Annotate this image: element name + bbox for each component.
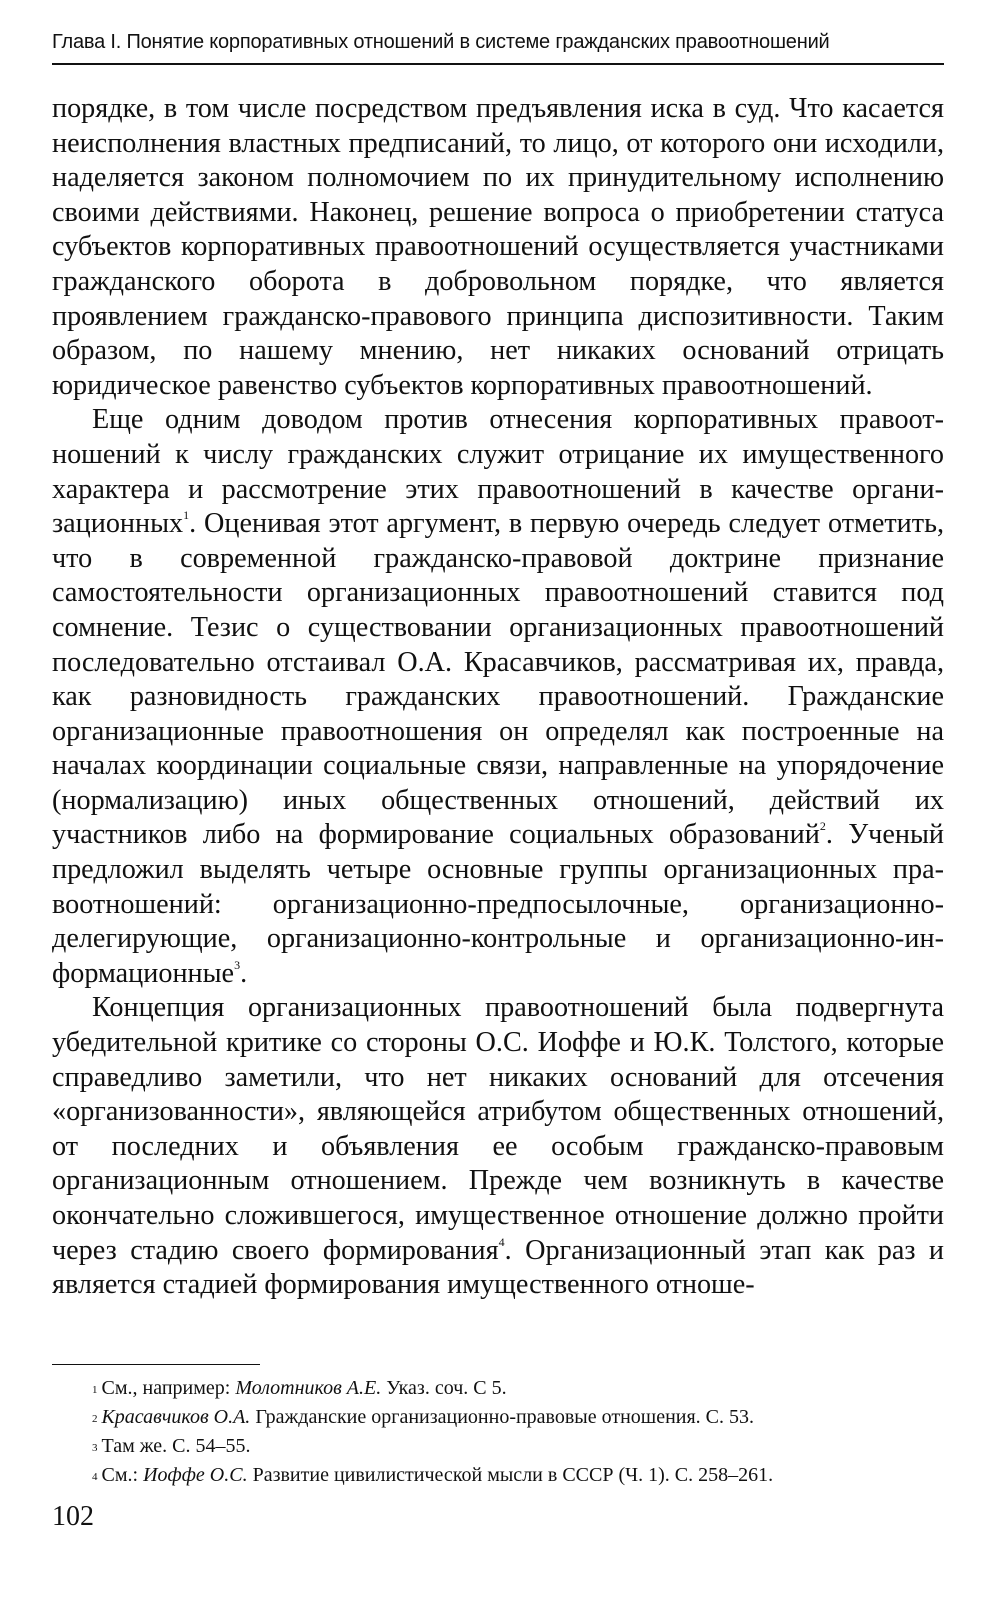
footnote-number: 3 xyxy=(92,1442,98,1454)
footnote-text: Развитие цивилистической мысли в СССР (Ч. 1). С. 258–261. xyxy=(247,1464,774,1486)
footnote-prefix: См., например: xyxy=(101,1377,236,1399)
paragraph-text: Концепция организационных правоотношений была подвергнута убедительной критике со стороны О.С. Иоффе и Ю.К. Толстого, которые справедливо заметили, что нет никаких оснований для отсечения «организованности», являющейся атрибутом общественных отношений, от последних и объявления ее особым гражданско-правовым организационным отношением. Прежде чем возникнуть в качестве окончательно сложившегося, имущественное отношение должно пройти через стадию своего формирования xyxy=(52,992,944,1266)
main-text xyxy=(52,92,944,1303)
footnote-author: Молотников А.Е. xyxy=(235,1377,382,1399)
paragraph-text: Еще одним доводом против отнесения корпоративных правоотношений к числу гражданских служит отрицание их имущественного характера и рассмотрение этих правоотношений в качестве организационных xyxy=(52,404,944,540)
footnote-number: 2 xyxy=(92,1413,98,1425)
footnote-prefix: Там же. С. 54–55. xyxy=(101,1435,251,1457)
header-rule xyxy=(52,63,944,65)
footnote-4 xyxy=(92,1461,944,1490)
page-number: 102 xyxy=(52,1501,94,1532)
paragraph-text: порядке, в том числе посредством предъявления иска в суд. Что касается неисполнения властных предписаний, то лицо, от которого они исходили, наделяется законом полномочием по их принудительному исполнению своими действиями. Наконец, решение вопроса о приобретении статуса субъектов корпоративных правоотношений осуществляется участниками гражданского оборота в добровольном порядке, что является проявлением гражданско-правового принципа диспозитивности. Таким образом, по нашему мнению, нет никаких оснований отрицать юридическое равенство субъектов корпоративных правоотношений. xyxy=(52,93,944,401)
running-header: Глава I. Понятие корпоративных отношений в системе гражданских правоотношений xyxy=(52,31,830,53)
footnote-1 xyxy=(92,1374,944,1403)
footnote-separator xyxy=(52,1364,260,1365)
footnote-3 xyxy=(92,1432,944,1461)
paragraph-text: . Оценивая этот аргумент, в первую очередь следует отметить, что в современной гражданско-правовой доктрине признание самостоятельности организационных правоотношений ставится под сомнение. Тезис о существовании организационных правоотношений последовательно отстаивал О.А. Красавчиков, рассматривая их, правда, как разновидность гражданских правоотношений. Гражданские организационные правоотношения он определял как построенные на началах координации социальные связи, направленные на упорядочение (нормализацию) иных общественных отношений, действий их участников либо на формирование социальных образований xyxy=(52,508,944,851)
footnote-author: Красавчиков О.А. xyxy=(101,1406,251,1428)
paragraph-text: . Организационный этап как раз и является стадией формирования имущественного отноше- xyxy=(52,1234,945,1301)
footnote-author: Иоффе О.С. xyxy=(143,1464,248,1486)
footnote-text: Указ. соч. С 5. xyxy=(381,1377,507,1399)
book-page xyxy=(52,0,944,1600)
footnotes xyxy=(92,1374,944,1490)
footnote-ref-2[interactable]: 2 xyxy=(819,819,826,834)
footnote-prefix: См.: xyxy=(101,1464,144,1486)
footnote-text: Гражданские организационно-правовые отношения. С. 53. xyxy=(250,1406,755,1428)
footnote-number: 4 xyxy=(92,1471,98,1483)
paragraph-text: . xyxy=(240,957,248,989)
paragraph-text: . Ученый предложил выделять четыре основные группы организационных правоотношений: организационно-предпосылочные, организационно-делегирующие, организационно-контрольные и организационно-информационные xyxy=(52,819,944,989)
footnote-ref-3[interactable]: 3 xyxy=(234,957,241,972)
paragraph-3 xyxy=(52,991,944,1302)
footnote-ref-1[interactable]: 1 xyxy=(183,508,190,523)
footnote-number: 1 xyxy=(92,1384,98,1396)
footnote-2 xyxy=(92,1403,944,1432)
footnote-ref-4[interactable]: 4 xyxy=(498,1234,505,1249)
paragraph-1 xyxy=(52,92,944,403)
paragraph-2 xyxy=(52,403,944,991)
